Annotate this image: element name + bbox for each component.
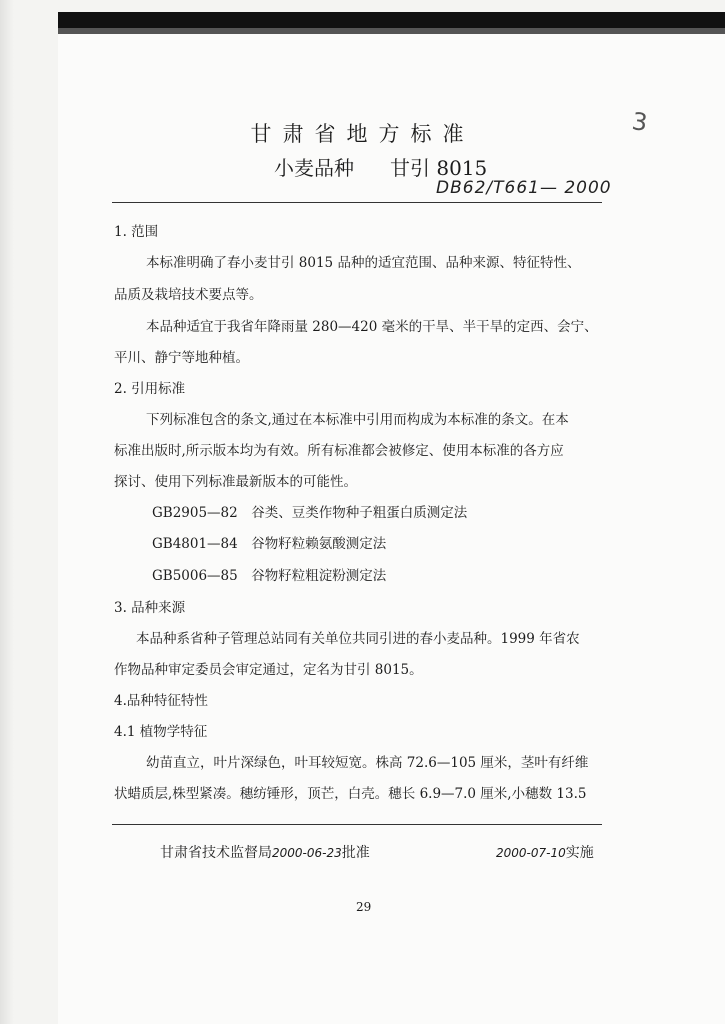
- paragraph-line: 本品种适宜于我省年降雨量 280—420 毫米的干旱、半干旱的定西、会宁、: [146, 319, 598, 335]
- paragraph-line: 作物品种审定委员会审定通过，定名为甘引 8015。: [114, 662, 423, 678]
- paragraph-line: 本品种系省种子管理总站同有关单位共同引进的春小麦品种。1999 年省农: [136, 631, 580, 647]
- paragraph-line: 状蜡质层,株型紧凑。穗纺锤形，顶芒，白壳。穗长 6.9—7.0 厘米,小穗数 13.5: [114, 786, 587, 802]
- paragraph-line: 品质及栽培技术要点等。: [114, 287, 263, 303]
- reference-item: GB4801—84 谷物籽粒赖氨酸测定法: [152, 536, 387, 552]
- footer-approval: [160, 842, 370, 862]
- subtitle-variety: 甘引 8015: [390, 156, 488, 180]
- subtitle-name: 小麦品种: [274, 156, 354, 180]
- handwritten-issue-date: 2000-06-23: [272, 846, 342, 860]
- impl-suffix: 实施: [565, 845, 594, 861]
- subsection-heading-botanical: 4.1 植物学特征: [114, 724, 208, 740]
- footer-implementation: [496, 842, 594, 862]
- section-heading-traits: 4.品种特征特性: [114, 693, 208, 709]
- document-subtitle: [274, 152, 487, 181]
- page-number: 29: [356, 900, 372, 914]
- section-heading-origin: 3. 品种来源: [114, 600, 186, 616]
- footer-rule: [112, 824, 602, 825]
- scan-edge: [0, 0, 14, 1024]
- issue-suffix: 批准: [341, 845, 370, 861]
- handwritten-standard-code: DB62/T661— 2000: [436, 178, 612, 198]
- section-heading-references: 2. 引用标准: [114, 381, 186, 397]
- reference-item: GB2905—82 谷类、豆类作物种子粗蛋白质测定法: [152, 505, 468, 521]
- header-rule: [112, 202, 602, 203]
- paragraph-line: 幼苗直立，叶片深绿色，叶耳较短宽。株高 72.6—105 厘米，茎叶有纤维: [146, 755, 589, 771]
- section-heading-scope: 1. 范围: [114, 224, 159, 240]
- document-page: [58, 34, 725, 1024]
- paragraph-line: 平川、静宁等地种植。: [114, 350, 249, 366]
- handwritten-corner-mark: 3: [630, 107, 650, 137]
- handwritten-impl-date: 2000-07-10: [496, 846, 566, 860]
- paragraph-line: 探讨、使用下列标准最新版本的可能性。: [114, 474, 357, 490]
- paragraph-line: 下列标准包含的条文,通过在本标准中引用而构成为本标准的条文。在本: [146, 412, 569, 428]
- paragraph-line: 标准出版时,所示版本均为有效。所有标准都会被修定、使用本标准的各方应: [114, 443, 564, 459]
- reference-item: GB5006—85 谷物籽粒粗淀粉测定法: [152, 568, 387, 584]
- paragraph-line: 本标准明确了春小麦甘引 8015 品种的适宜范围、品种来源、特征特性、: [146, 255, 581, 271]
- issuer-name: 甘肃省技术监督局: [160, 845, 272, 861]
- document-title: 甘肃省地方标准: [250, 122, 475, 146]
